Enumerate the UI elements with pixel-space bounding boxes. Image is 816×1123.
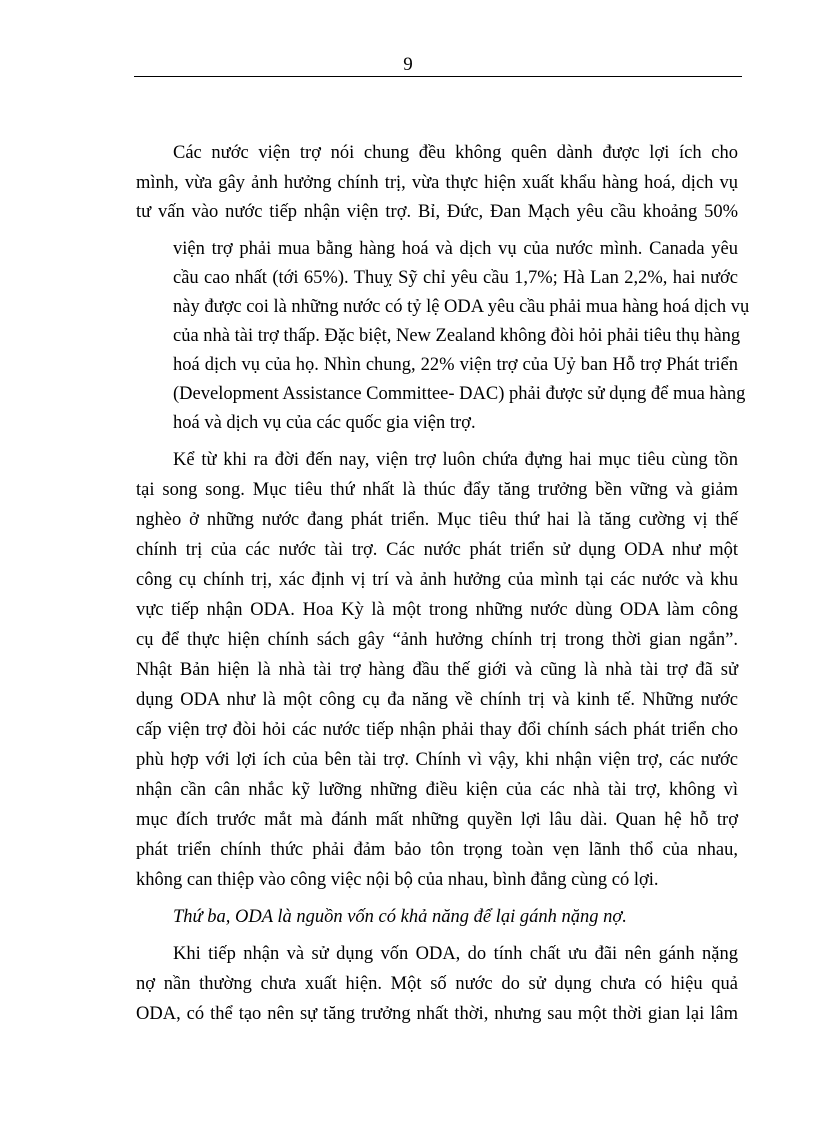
text-line: công cụ chính trị, xác định vị trí và ảnh hưởng của mình tại các nước và khu xyxy=(136,570,738,590)
text-line: tại song song. Mục tiêu thứ nhất là thúc đẩy tăng trưởng bền vững và giảm xyxy=(136,480,738,500)
text-line: mục đích trước mắt mà đánh mất những quyền lợi lâu dài. Quan hệ hỗ trợ xyxy=(136,810,738,830)
text-line: không can thiệp vào công việc nội bộ của nhau, bình đẳng cùng có lợi. xyxy=(136,870,659,890)
text-line: phù hợp với lợi ích của bên tài trợ. Chính vì vậy, khi nhận viện trợ, các nước xyxy=(136,750,738,770)
text-line: này được coi là những nước có tỷ lệ ODA yêu cầu phải mua hàng hoá dịch vụ xyxy=(173,297,750,317)
text-line: cầu cao nhất (tới 65%). Thuỵ Sỹ chỉ yêu cầu 1,7%; Hà Lan 2,2%, hai nước xyxy=(173,268,738,288)
text-line: cấp viện trợ đòi hỏi các nước tiếp nhận phải thay đổi chính sách phát triển cho xyxy=(136,720,738,740)
text-line: hoá và dịch vụ của các quốc gia viện trợ. xyxy=(173,413,476,433)
section-heading: Thứ ba, ODA là nguồn vốn có khả năng để lại gánh nặng nợ. xyxy=(173,907,627,927)
text-line: dụng ODA như là một công cụ đa năng về chính trị và kinh tế. Những nước xyxy=(136,690,738,710)
text-line: nhận cần cân nhắc kỹ lưỡng những điều kiện của các nhà tài trợ, không vì xyxy=(136,780,738,800)
text-line: (Development Assistance Committee- DAC) phải được sử dụng để mua hàng xyxy=(173,384,746,404)
text-line: ODA, có thể tạo nên sự tăng trưởng nhất thời, nhưng sau một thời gian lại lâm xyxy=(136,1004,738,1024)
text-line: viện trợ phải mua bằng hàng hoá và dịch vụ của nước mình. Canada yêu xyxy=(173,239,738,259)
text-line: cụ để thực hiện chính sách gây “ảnh hưởng chính trị trong thời gian ngắn”. xyxy=(136,630,738,650)
page-number: 9 xyxy=(403,54,413,75)
text-line: Kể từ khi ra đời đến nay, viện trợ luôn chứa đựng hai mục tiêu cùng tồn xyxy=(173,450,738,470)
text-line: mình, vừa gây ảnh hưởng chính trị, vừa thực hiện xuất khẩu hàng hoá, dịch vụ xyxy=(136,173,738,193)
header-rule xyxy=(134,76,742,77)
text-line: chính trị của các nước tài trợ. Các nước phát triển sử dụng ODA như một xyxy=(136,540,738,560)
text-line: Các nước viện trợ nói chung đều không quên dành được lợi ích cho xyxy=(173,143,738,163)
text-line: nghèo ở những nước đang phát triển. Mục tiêu thứ hai là tăng cường vị thế xyxy=(136,510,738,530)
text-line: tư vấn vào nước tiếp nhận viện trợ. Bỉ, Đức, Đan Mạch yêu cầu khoảng 50% xyxy=(136,202,738,222)
text-line: phát triển chính thức phải đảm bảo tôn trọng toàn vẹn lãnh thổ của nhau, xyxy=(136,840,738,860)
text-line: Nhật Bản hiện là nhà tài trợ hàng đầu thế giới và cũng là nhà tài trợ đã sử xyxy=(136,660,738,680)
text-line: nợ nần thường chưa xuất hiện. Một số nước do sử dụng chưa có hiệu quả xyxy=(136,974,738,994)
text-line: hoá dịch vụ của họ. Nhìn chung, 22% viện trợ của Uỷ ban Hỗ trợ Phát triển xyxy=(173,355,738,375)
text-line: Khi tiếp nhận và sử dụng vốn ODA, do tính chất ưu đãi nên gánh nặng xyxy=(173,944,738,964)
text-line: vực tiếp nhận ODA. Hoa Kỳ là một trong những nước dùng ODA làm công xyxy=(136,600,738,620)
text-line: của nhà tài trợ thấp. Đặc biệt, New Zealand không đòi hỏi phải tiêu thụ hàng xyxy=(173,326,741,346)
